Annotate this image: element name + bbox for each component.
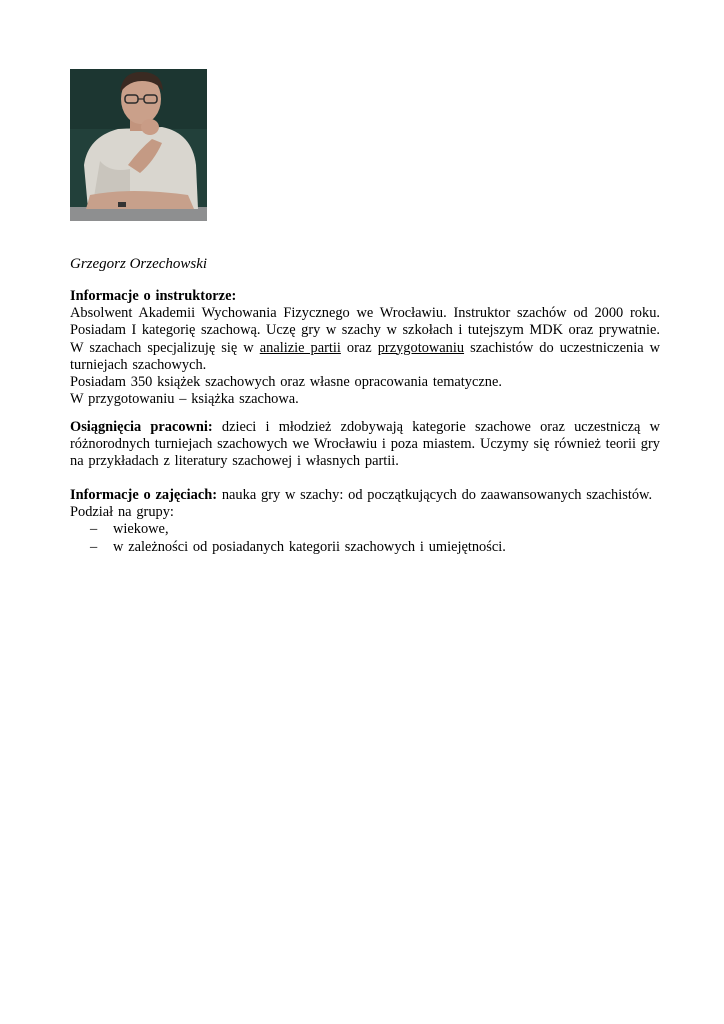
list-item-text: w zależności od posiadanych kategorii szachowych i umiejętności. (113, 538, 506, 555)
classes-line: Podział na grupy: (70, 504, 174, 521)
groups-list (70, 521, 660, 555)
list-item (70, 539, 660, 556)
instructor-photo-image (70, 69, 207, 221)
about-instructor-section (70, 288, 660, 408)
classes-text: nauka gry w szachy: od początkujących do zaawansowanych szachistów. (217, 487, 653, 503)
about-line-text: W szachach specjalizuję się w (70, 339, 260, 356)
about-heading (70, 288, 660, 305)
about-line-text: oraz (340, 339, 378, 356)
classes-section (70, 487, 660, 556)
list-item-text: wiekowe, (113, 521, 169, 538)
about-heading-text: Informacje o instruktorze: (70, 288, 237, 304)
about-line: Absolwent Akademii Wychowania Fizycznego we Wrocławiu. Instruktor szachów od 2000 roku. (70, 305, 660, 322)
about-line: W przygotowaniu – książka szachowa. (70, 391, 299, 408)
analysis-link[interactable]: analizie partii (259, 339, 341, 356)
about-line-specialization (70, 340, 660, 357)
instructor-photo (70, 69, 207, 221)
achievements-heading: Osiągnięcia pracowni: (70, 419, 213, 435)
achievements-line: na przykładach z literatury szachowej i własnych partii. (70, 453, 399, 470)
about-line: Posiadam 350 książek szachowych oraz własne opracowania tematyczne. (70, 373, 502, 390)
dash-bullet: – (90, 538, 98, 555)
dash-bullet: – (90, 521, 98, 538)
about-line-text: szachistów do uczestniczenia w (464, 339, 661, 356)
classes-heading: Informacje o zajęciach: (70, 487, 218, 503)
about-line: Posiadam I kategorię szachową. Uczę gry w szachy w szkołach i tutejszym MDK oraz prywatnie. (70, 322, 660, 339)
list-item (70, 521, 660, 538)
achievements-section (70, 419, 660, 471)
classes-line (70, 487, 660, 504)
achievements-line: różnorodnych turniejach szachowych we Wrocławiu i poza miastem. Uczymy się również teorii gry (70, 436, 660, 453)
achievements-line (70, 419, 660, 436)
achievements-text: dzieci i młodzież zdobywają kategorie szachowe oraz uczestniczą w (212, 419, 660, 435)
about-line: turniejach szachowych. (70, 356, 207, 373)
instructor-name: Grzegorz Orzechowski (70, 256, 208, 272)
preparation-link[interactable]: przygotowaniu (377, 339, 465, 356)
